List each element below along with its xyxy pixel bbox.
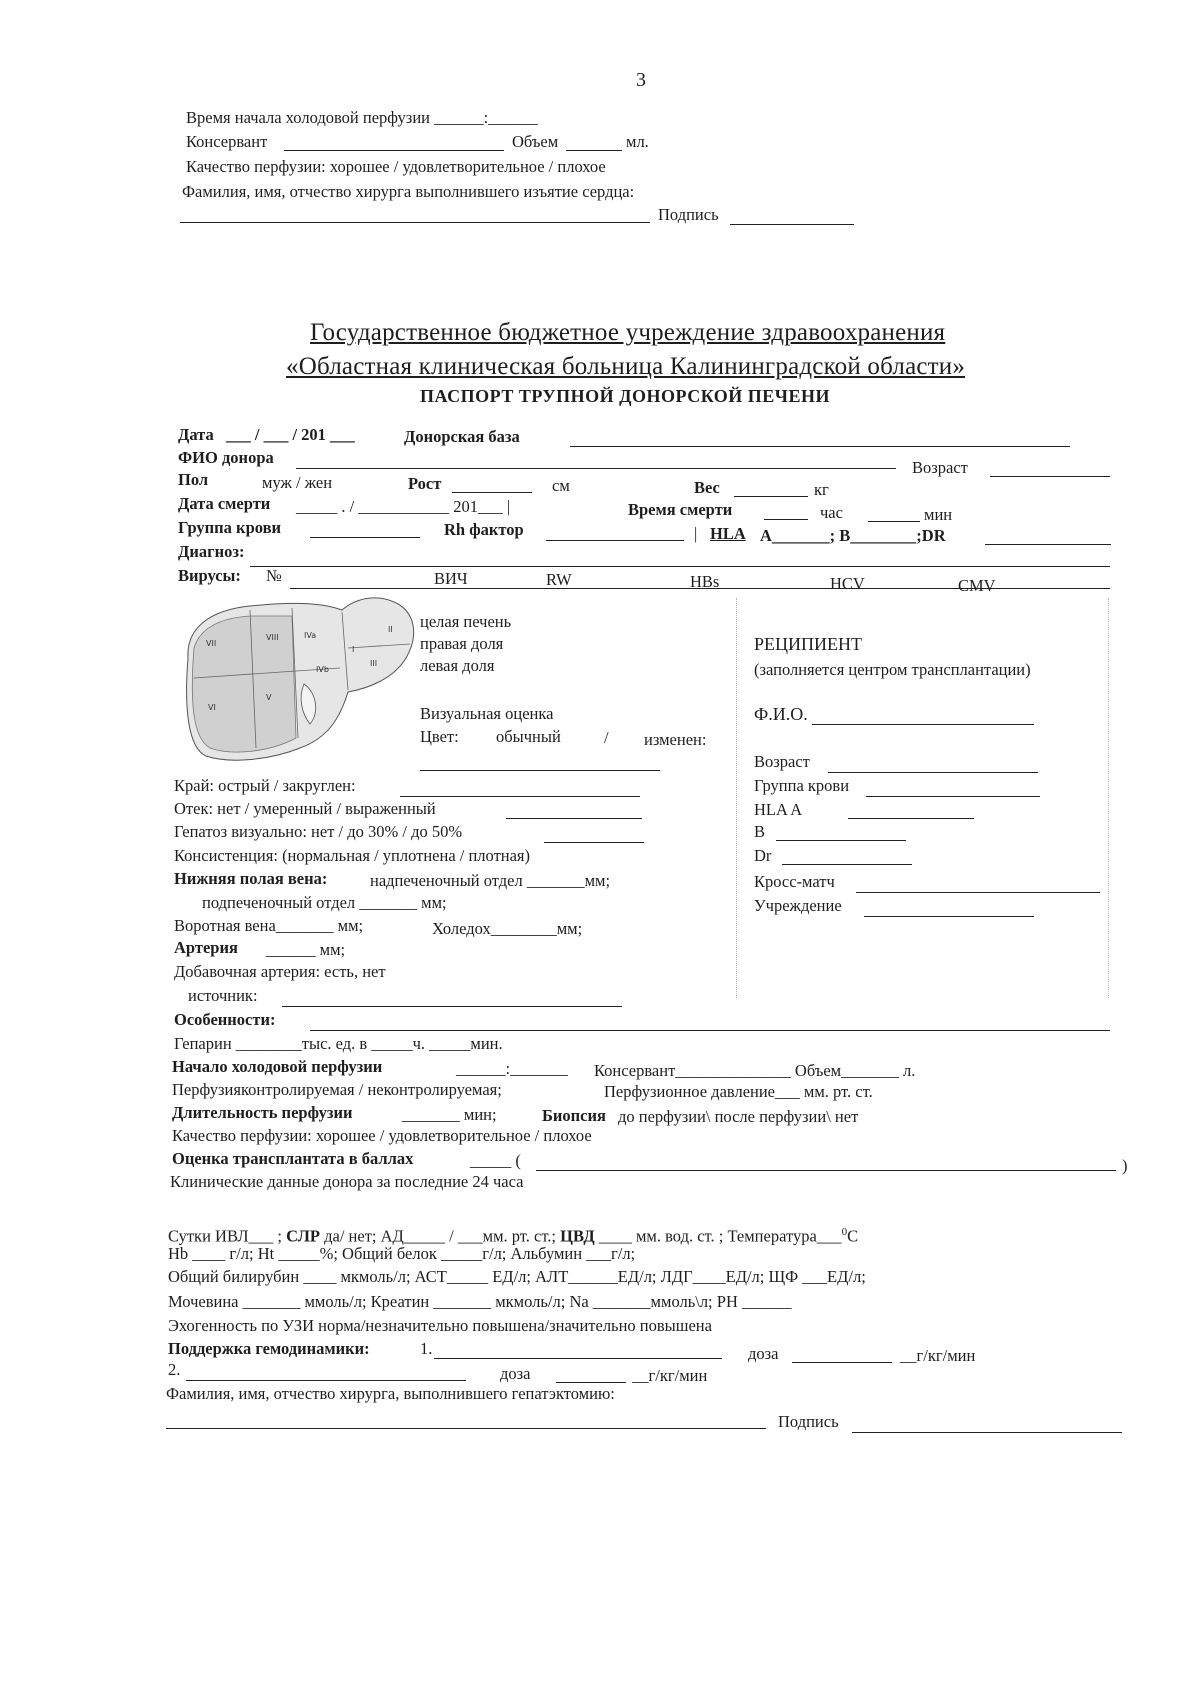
visual-assessment-label: Визуальная оценка bbox=[420, 704, 554, 723]
whole-liver-option[interactable]: целая печень bbox=[420, 612, 512, 631]
segment-label: III bbox=[370, 659, 378, 668]
blood-group-label: Группа крови bbox=[178, 518, 281, 537]
steatosis-field[interactable] bbox=[544, 842, 644, 843]
features-label: Особенности: bbox=[174, 1010, 276, 1029]
segment-label: II bbox=[388, 625, 393, 634]
cold-perfusion-label: Начало холодовой перфузии bbox=[172, 1057, 383, 1076]
graft-score-close-paren: ) bbox=[1122, 1156, 1128, 1175]
document-title: ПАСПОРТ ТРУПНОЙ ДОНОРСКОЙ ПЕЧЕНИ bbox=[420, 386, 831, 406]
virus-cmv: CMV bbox=[958, 576, 996, 595]
steatosis-line[interactable]: Гепатоз визуально: нет / до 30% / до 50% bbox=[174, 822, 463, 841]
cpr-bp-fields[interactable]: да/ нет; АД_____ / ___мм. рт. ст.; bbox=[320, 1226, 561, 1246]
right-lobe-option[interactable]: правая доля bbox=[420, 634, 504, 653]
celsius-unit: C bbox=[847, 1226, 859, 1246]
hepatectomy-signature-field[interactable] bbox=[852, 1432, 1122, 1433]
death-min-field[interactable] bbox=[868, 521, 920, 522]
height-label: Рост bbox=[408, 474, 442, 493]
support-item-2-number: 2. bbox=[168, 1360, 181, 1379]
recipient-dr-label: Dr bbox=[754, 846, 772, 865]
ivc-label: Нижняя полая вена: bbox=[174, 869, 328, 888]
edema-field[interactable] bbox=[506, 818, 642, 819]
rh-field[interactable] bbox=[546, 540, 684, 541]
rh-label: Rh фактор bbox=[444, 520, 524, 539]
recipient-box-divider bbox=[736, 598, 737, 998]
death-date-label: Дата смерти bbox=[178, 494, 271, 513]
perfusion-controlled-line[interactable]: Перфузияконтролируемая / неконтролируемая; bbox=[172, 1080, 502, 1099]
ultrasound-echogenicity-line[interactable]: Эхогенность по УЗИ норма/незначительно повышена/значительно повышена bbox=[168, 1316, 712, 1335]
recipient-blood-field[interactable] bbox=[866, 796, 1040, 797]
ivc-infra-field[interactable]: подпеченочный отдел _______ мм; bbox=[202, 893, 447, 912]
height-unit: см bbox=[552, 476, 570, 495]
portal-vein-field[interactable]: Воротная вена_______ мм; bbox=[174, 916, 364, 935]
death-hour-field[interactable] bbox=[764, 519, 808, 520]
source-label: источник: bbox=[188, 986, 258, 1005]
hla-field[interactable]: A_______; B________;DR bbox=[760, 526, 946, 545]
hemodynamic-support-label: Поддержка гемодинамики: bbox=[168, 1339, 370, 1358]
support-item-1-dose-field[interactable] bbox=[792, 1362, 892, 1363]
perfusion-duration-label: Длительность перфузии bbox=[172, 1103, 353, 1122]
hla-separator: | bbox=[694, 524, 698, 543]
color-label: Цвет: bbox=[420, 727, 459, 746]
ivc-supra-field[interactable]: надпеченочный отдел _______мм; bbox=[370, 871, 611, 890]
virus-hbs: HBs bbox=[690, 572, 720, 591]
support-item-1-field[interactable] bbox=[434, 1358, 722, 1359]
recipient-age-field[interactable] bbox=[828, 772, 1038, 773]
recipient-b-field[interactable] bbox=[776, 840, 906, 841]
weight-unit: кг bbox=[814, 480, 829, 499]
crossmatch-label: Кросс-матч bbox=[754, 872, 835, 891]
donor-fio-field[interactable] bbox=[296, 468, 896, 469]
heart-signature-field[interactable] bbox=[730, 224, 854, 225]
org-name-line2: «Областная клиническая больница Калининградской области» bbox=[286, 353, 966, 380]
color-separator: / bbox=[604, 728, 609, 747]
heart-surgeon-label: Фамилия, имя, отчество хирурга выполнившего изъятие сердца: bbox=[182, 182, 635, 201]
recipient-box-right bbox=[1108, 598, 1109, 998]
cvp-label: ЦВД bbox=[560, 1226, 595, 1246]
recipient-title: РЕЦИПИЕНТ bbox=[754, 634, 862, 654]
volume-label: Объем bbox=[512, 132, 559, 151]
consistency-line[interactable]: Консистенция: (нормальная / уплотнена / плотная) bbox=[174, 846, 531, 865]
clinical-data-heading: Клинические данные донора за последние 24 часа bbox=[170, 1172, 524, 1191]
recipient-dr-field[interactable] bbox=[782, 864, 912, 865]
source-field[interactable] bbox=[282, 1006, 622, 1007]
support-item-2-dose-label: доза bbox=[500, 1364, 531, 1383]
sex-options[interactable]: муж / жен bbox=[262, 473, 333, 492]
virus-hcv: HCV bbox=[830, 574, 865, 593]
recipient-fio-field[interactable] bbox=[812, 724, 1034, 725]
cold-perfusion-time[interactable]: ______:_______ bbox=[456, 1059, 568, 1078]
viruses-label: Вирусы: bbox=[178, 566, 241, 585]
page-number: 3 bbox=[636, 69, 646, 91]
cpr-label: СЛР bbox=[286, 1226, 320, 1246]
choledoch-field[interactable]: Холедох________мм; bbox=[432, 919, 583, 938]
crossmatch-field[interactable] bbox=[856, 892, 1100, 893]
features-field[interactable] bbox=[310, 1030, 1110, 1031]
donor-fio-label: ФИО донора bbox=[178, 448, 274, 467]
edema-line[interactable]: Отек: нет / умеренный / выраженный bbox=[174, 799, 436, 818]
support-item-1-number: 1. bbox=[420, 1339, 433, 1358]
hepatectomy-surgeon-field[interactable] bbox=[166, 1428, 766, 1429]
recipient-age-label: Возраст bbox=[754, 752, 810, 771]
color-normal-option[interactable]: обычный bbox=[496, 727, 561, 746]
biopsy-label: Биопсия bbox=[542, 1106, 606, 1125]
height-field[interactable] bbox=[452, 492, 532, 493]
death-date-field[interactable]: _____ . / ___________ 201___ | bbox=[296, 497, 511, 516]
recipient-fio-label: Ф.И.О. bbox=[754, 704, 808, 724]
donor-base-field[interactable] bbox=[570, 446, 1070, 447]
weight-field[interactable] bbox=[734, 496, 808, 497]
virus-rw: RW bbox=[546, 570, 572, 589]
volume-field[interactable] bbox=[566, 150, 622, 151]
perfusion-duration-field[interactable]: _______ мин; bbox=[402, 1105, 497, 1124]
perfusion-quality-line: Качество перфузии: хорошее / удовлетворительное / плохое bbox=[186, 157, 606, 176]
weight-label: Вес bbox=[694, 478, 720, 497]
clinical-line-2[interactable]: Hb ____ г/л; Ht _____%; Общий белок _____г/л; Альбумин ___г/л; bbox=[168, 1244, 636, 1263]
clinical-line-4[interactable]: Мочевина _______ ммоль/л; Креатин _______ мкмоль/л; Na _______ммоль\л; PH ______ bbox=[168, 1292, 792, 1311]
date-label: Дата bbox=[178, 425, 214, 444]
min-unit: мин bbox=[924, 505, 953, 524]
age-field[interactable] bbox=[990, 476, 1110, 477]
recipient-note: (заполняется центром трансплантации) bbox=[754, 660, 1031, 679]
virus-hiv: ВИЧ bbox=[434, 569, 468, 588]
hour-unit: час bbox=[820, 503, 843, 522]
support-item-2-unit: __г/кг/мин bbox=[632, 1366, 708, 1385]
sex-label: Пол bbox=[178, 470, 209, 489]
edge-field[interactable] bbox=[400, 796, 640, 797]
perfusion-quality-options[interactable]: Качество перфузии: хорошее / удовлетворительное / плохое bbox=[172, 1126, 592, 1145]
recipient-hla-a-field[interactable] bbox=[848, 818, 974, 819]
diagnosis-label: Диагноз: bbox=[178, 542, 245, 561]
recipient-b-label: B bbox=[754, 822, 766, 841]
diagnosis-field[interactable] bbox=[250, 566, 1110, 567]
cvp-temp-fields[interactable]: ____ мм. вод. ст. ; Температура___ bbox=[594, 1226, 842, 1246]
preservative-field[interactable] bbox=[284, 150, 504, 151]
edge-line[interactable]: Край: острый / закруглен: bbox=[174, 776, 356, 795]
liver-segments-diagram bbox=[180, 588, 420, 768]
color-changed-field[interactable] bbox=[420, 770, 660, 771]
recipient-blood-label: Группа крови bbox=[754, 776, 850, 795]
volume-unit: мл. bbox=[626, 132, 649, 151]
hla-label: HLA bbox=[710, 524, 746, 543]
color-changed-option[interactable]: изменен: bbox=[644, 730, 707, 749]
additional-artery-line[interactable]: Добавочная артерия: есть, нет bbox=[174, 962, 386, 981]
org-name-line1: Государственное бюджетное учреждение здравоохранения bbox=[310, 319, 946, 346]
clinical-line-3[interactable]: Общий билирубин ____ мкмоль/л; АСТ_____ ЕД/л; АЛТ______ЕД/л; ЛДГ____ЕД/л; ЩФ ___ЕД/л; bbox=[168, 1267, 866, 1286]
viruses-number: № bbox=[266, 566, 282, 585]
support-item-2-dose-field[interactable] bbox=[556, 1382, 626, 1383]
graft-score-label: Оценка трансплантата в баллах bbox=[172, 1149, 414, 1168]
preservative-label: Консервант bbox=[186, 132, 268, 151]
cold-perfusion-time-line: Время начала холодовой перфузии ______:______ bbox=[186, 108, 538, 127]
segment-label: I bbox=[352, 645, 355, 654]
hepatectomy-surgeon-label: Фамилия, имя, отчество хирурга, выполнившего гепатэктомию: bbox=[166, 1384, 615, 1403]
liver-right-shading bbox=[192, 616, 296, 752]
support-item-1-dose-label: доза bbox=[748, 1344, 779, 1363]
recipient-hla-label: HLA A bbox=[754, 800, 803, 819]
left-lobe-option[interactable]: левая доля bbox=[420, 656, 495, 675]
preservative-volume-line[interactable]: Консервант______________ Объем_______ л. bbox=[594, 1061, 916, 1080]
heart-signature-label: Подпись bbox=[658, 205, 719, 224]
heart-surgeon-field[interactable] bbox=[180, 222, 650, 223]
segment-label: VIII bbox=[266, 633, 279, 642]
segment-label: VII bbox=[206, 639, 217, 648]
biopsy-options[interactable]: до перфузии\ после перфузии\ нет bbox=[618, 1107, 859, 1126]
degree-sign: 0 bbox=[841, 1226, 848, 1238]
segment-label: V bbox=[266, 693, 272, 702]
date-field[interactable]: ___ / ___ / 201 ___ bbox=[226, 425, 355, 444]
segment-label: IVa bbox=[304, 631, 317, 640]
segment-label: IVb bbox=[316, 665, 329, 674]
graft-score-comment-field[interactable] bbox=[536, 1170, 1116, 1171]
blood-group-field[interactable] bbox=[310, 537, 420, 538]
support-item-1-unit: __г/кг/мин bbox=[900, 1346, 976, 1365]
artery-field[interactable]: ______ мм; bbox=[266, 940, 346, 959]
hepatectomy-signature-label: Подпись bbox=[778, 1412, 839, 1431]
heparin-line[interactable]: Гепарин ________тыс. ед. в _____ч. _____мин. bbox=[174, 1034, 503, 1053]
support-item-2-field[interactable] bbox=[186, 1380, 466, 1381]
donor-base-label: Донорская база bbox=[404, 427, 520, 446]
age-label: Возраст bbox=[912, 458, 968, 477]
ventilation-days[interactable]: Сутки ИВЛ___ ; bbox=[168, 1226, 287, 1246]
graft-score-field[interactable]: _____ ( bbox=[470, 1151, 521, 1170]
hla-dr-field[interactable] bbox=[985, 544, 1111, 545]
clinical-line-1[interactable] bbox=[168, 1222, 858, 1247]
death-time-label: Время смерти bbox=[628, 500, 733, 519]
institution-field[interactable] bbox=[864, 916, 1034, 917]
artery-label: Артерия bbox=[174, 938, 238, 957]
perfusion-pressure-line[interactable]: Перфузионное давление___ мм. рт. ст. bbox=[604, 1082, 873, 1101]
segment-label: VI bbox=[208, 703, 216, 712]
institution-label: Учреждение bbox=[754, 896, 842, 915]
